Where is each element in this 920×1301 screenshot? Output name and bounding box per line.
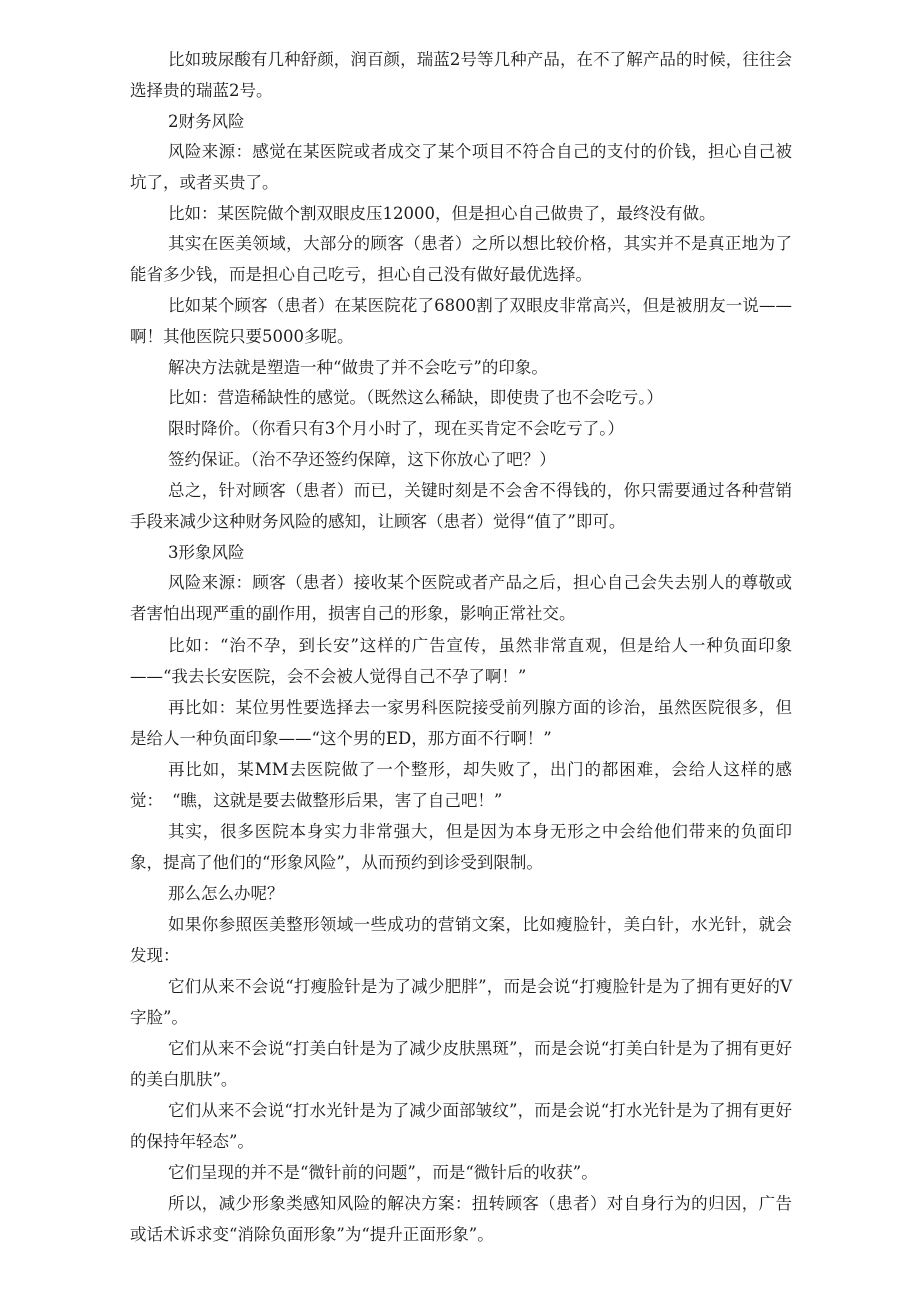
- paragraph-face-slimming: 它们从来不会说“打瘦脸针是为了减少肥胖”，而是会说“打瘦脸针是为了拥有更好的V字脸”。: [130, 977, 792, 1027]
- paragraph-quote: “瞧，这就是要去做整形后果，害了自己吧！”: [172, 791, 503, 810]
- paragraph-image-risk-source: 风险来源：顾客（患者）接收某个医院或者产品之后，担心自己会失去别人的尊敬或者害怕出现严重的副作用，损害自己的形象，影响正常社交。: [130, 573, 792, 623]
- paragraph-scarcity: 比如：营造稀缺性的感觉。（既然这么稀缺，即使贵了也不会吃亏。）: [168, 388, 663, 407]
- paragraph-price-comparison: 其实在医美领域，大部分的顾客（患者）之所以想比较价格，其实并不是真正地为了能省多少钱，而是担心自己吃亏，担心自己没有做好最优选择。: [130, 234, 792, 284]
- paragraph-hyaluronic-example: 比如玻尿酸有几种舒颜，润百颜，瑞蓝2号等几种产品，在不了解产品的时候，往往会选择贵的瑞蓝2号。: [130, 50, 792, 100]
- paragraph-financial-risk-source: 风险来源：感觉在某医院或者成交了某个项目不符合自己的支付的价钱，担心自己被坑了，或者买贵了。: [130, 142, 792, 192]
- paragraph-male-clinic-example: 再比如：某位男性要选择去一家男科医院接受前列腺方面的诊治，虽然医院很多，但是给人一种负面印象——“这个男的ED，那方面不行啊！”: [130, 698, 792, 748]
- paragraph-contract: 签约保证。（治不孕还签约保障，这下你放心了吧？）: [168, 450, 556, 469]
- section-heading-image-risk: 3形象风险: [168, 543, 245, 562]
- paragraph-reference-cases: 如果你参照医美整形领域一些成功的营销文案，比如瘦脸针，美白针，水光针，就会发现：: [130, 915, 792, 965]
- paragraph-hospital-strength: 其实，很多医院本身实力非常强大，但是因为本身无形之中会给他们带来的负面印象，提高了他们的“形象风险”，从而预约到诊受到限制。: [130, 822, 792, 872]
- paragraph-friend-example: 比如某个顾客（患者）在某医院花了6800割了双眼皮非常高兴，但是被朋友一说——啊！其他医院只要5000多呢。: [130, 296, 792, 346]
- paragraph-infertility-ad-example: 比如：“治不孕，到长安”这样的广告宣传，虽然非常直观，但是给人一种负面印象——“我去长安医院，会不会被人觉得自己不孕了啊！”: [130, 636, 792, 686]
- paragraph-summary-financial: 总之，针对顾客（患者）而已，关键时刻是不会舍不得钱的，你只需要通过各种营销手段来减少这种财务风险的感知，让顾客（患者）觉得“值了”即可。: [130, 481, 792, 531]
- paragraph-plastic-surgery-example: 再比如，某MM去医院做了一个整形，却失败了，出门的都困难，会给人这样的感觉：: [130, 760, 792, 810]
- paragraph-what-to-do: 那么怎么办呢？: [168, 884, 284, 903]
- paragraph-solution: 解决方法就是塑造一种“做贵了并不会吃亏”的印象。: [168, 358, 548, 377]
- paragraph-double-eyelid-example: 比如：某医院做个割双眼皮压12000，但是担心自己做贵了，最终没有做。: [168, 204, 716, 223]
- paragraph-limited-time: 限时降价。（你看只有3个月小时了，现在买肯定不会吃亏了。）: [168, 419, 624, 438]
- paragraph-whitening: 它们从来不会说“打美白针是为了减少皮肤黑斑”，而是会说“打美白针是为了拥有更好的美白肌肤”。: [130, 1039, 792, 1089]
- section-heading-financial-risk: 2财务风险: [168, 112, 245, 131]
- paragraph-conclusion: 所以，减少形象类感知风险的解决方案：扭转顾客（患者）对自身行为的归因，广告或话术诉求变“消除负面形象”为“提升正面形象”。: [130, 1194, 792, 1244]
- paragraph-hydration: 它们从来不会说“打水光针是为了减少面部皱纹”，而是会说“打水光针是为了拥有更好的保持年轻态”。: [130, 1101, 792, 1151]
- paragraph-before-after: 它们呈现的并不是“微针前的问题”，而是“微针后的收获”。: [168, 1163, 598, 1182]
